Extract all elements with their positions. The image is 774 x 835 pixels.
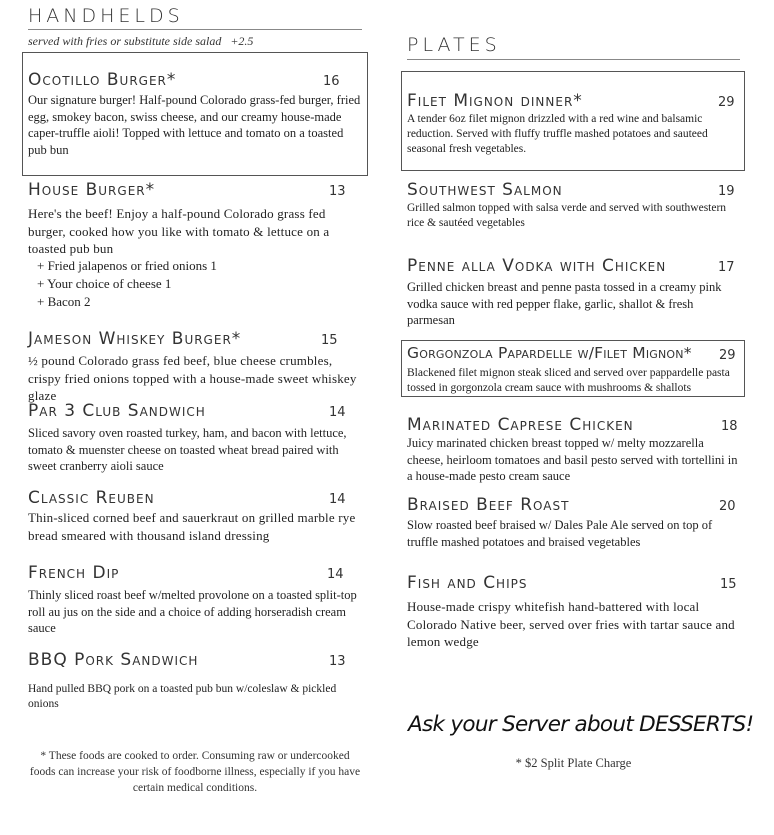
menu-item-addon: + Your choice of cheese 1 [37,276,172,291]
menu-item-name: Fish and Chips [407,573,528,593]
menu-item-name: Jameson Whiskey Burger* [28,329,242,349]
menu-item-price: 15 [321,333,338,348]
menu-item-name: Par 3 Club Sandwich [28,401,206,421]
menu-item-description: Our signature burger! Half-pound Colorado grass-fed burger, fried egg, smokey bacon, swiss cheese, and our creamy house-made caper-truffle aioli! Topped with lettuce and tomato on a toasted pub bun [28,93,361,157]
menu-item-description: Sliced savory oven roasted turkey, ham, and bacon with lettuce, tomato & muenster cheese on toasted wheat bread paired with sweet cranberry aioli sauce [28,426,347,473]
menu-item-description: A tender 6oz filet mignon drizzled with a red wine and balsamic reduction. Served with fluffy truffle mashed potatoes and sauteed seasonal fresh vegetables. [407,113,708,155]
menu-item-name: French Dip [28,563,120,583]
plates-divider [407,59,740,60]
menu-item-name: House Burger* [28,180,156,200]
menu-item-price: 16 [323,74,340,89]
menu-item-name: Classic Reuben [28,488,155,508]
menu-item-price: 14 [329,405,346,420]
menu-item-name: Marinated Caprese Chicken [407,415,634,435]
food-safety-footnote: * These foods are cooked to order. Consuming raw or undercooked foods can increase your risk of foodborne illness, especially if you have certain medical conditions. [29,750,361,794]
menu-item-addon: + Fried jalapenos or fried onions 1 [37,258,217,273]
menu-item-price: 20 [719,499,736,514]
desserts-callout: Ask your Server about DESSERTS! [408,712,754,737]
menu-item-description: Thin-sliced corned beef and sauerkraut on grilled marble rye bread smeared with thousand island dressing [28,510,356,543]
menu-item-description: Hand pulled BBQ pork on a toasted pub bun w/coleslaw & pickled onions [28,683,337,710]
plates-title: PLATES [407,34,501,56]
menu-item-description: House-made crispy whitefish hand-battered with local Colorado Native beer, served over fries with tartar sauce and lemon wedge [407,599,735,649]
menu-item-description: Thinly sliced roast beef w/melted provolone on a toasted split-top roll au jus on the side and a choice of adding horseradish cream sauce [28,588,357,635]
menu-item-description: Blackened filet mignon steak sliced and served over pappardelle pasta tossed in gorgonzola cream sauce with mushrooms & shallots [407,367,730,394]
menu-item-price: 13 [329,654,346,669]
menu-item-price: 29 [718,95,735,110]
menu-item-description: Here's the beef! Enjoy a half-pound Colorado grass fed burger, cooked how you like with tomato & lettuce on a toasted pub bun [28,206,330,256]
menu-item-name: BBQ Pork Sandwich [28,650,199,670]
menu-item-price: 18 [721,419,738,434]
menu-item-name: Penne alla Vodka with Chicken [407,256,667,276]
menu-item-addon: + Bacon 2 [37,294,91,309]
menu-item-description: ½ pound Colorado grass fed beef, blue cheese crumbles, crispy fried onions topped with a house-made sweet whiskey glaze [28,353,357,403]
menu-item-price: 15 [720,577,737,592]
menu-item-price: 17 [718,260,735,275]
split-plate-charge: * $2 Split Plate Charge [515,756,632,770]
handhelds-title: HANDHELDS [28,5,184,27]
menu-item-price: 13 [329,184,346,199]
menu-item-name: Braised Beef Roast [407,495,570,515]
menu-item-description: Grilled chicken breast and penne pasta tossed in a creamy pink vodka sauce with red pepper flake, garlic, shallot & fresh parmesan [407,280,722,327]
menu-item-price: 29 [719,348,736,363]
handhelds-divider [28,29,362,30]
handhelds-subtitle: served with fries or substitute side salad +2.5 [28,34,254,48]
menu-item-price: 14 [327,567,344,582]
menu-item-description: Slow roasted beef braised w/ Dales Pale Ale served on top of truffle mashed potatoes and braised vegetables [407,518,713,549]
menu-item-name: Gorgonzola Papardelle w/Filet Mignon* [407,344,692,362]
menu-item-description: Grilled salmon topped with salsa verde and served with southwestern rice & sautéed vegetables [407,202,727,229]
menu-item-description: Juicy marinated chicken breast topped w/ melty mozzarella cheese, heirloom tomatoes and basil pesto served with tortellini in a house-made pesto cream sauce [407,436,738,483]
menu-item-price: 14 [329,492,346,507]
menu-item-name: Southwest Salmon [407,180,563,200]
menu-item-price: 19 [718,184,735,199]
menu-item-name: Filet Mignon dinner* [407,91,583,111]
menu-item-name: Ocotillo Burger* [28,70,177,90]
